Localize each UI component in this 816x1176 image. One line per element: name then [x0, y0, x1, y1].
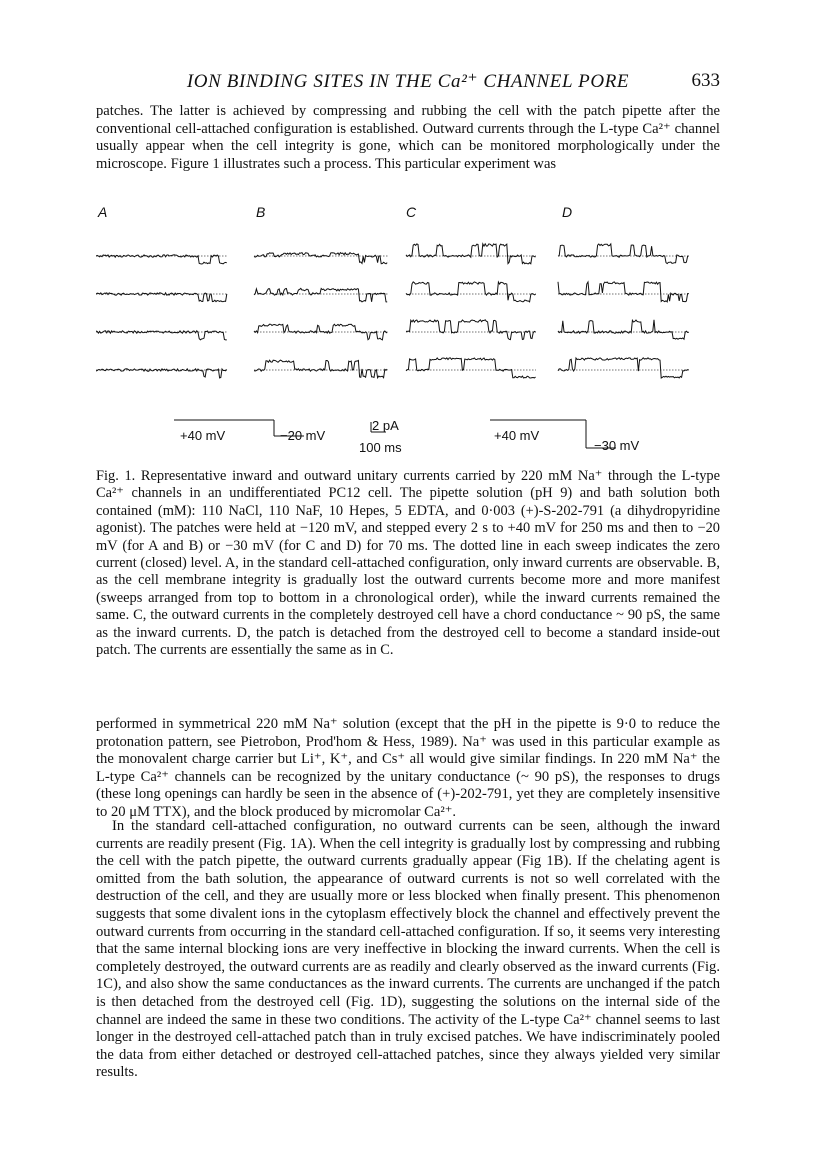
current-trace — [406, 320, 536, 340]
figure-caption — [96, 468, 720, 659]
current-trace — [558, 320, 689, 340]
current-trace — [406, 358, 536, 378]
caption-label: Fig. 1. — [96, 468, 136, 484]
current-traces — [96, 226, 720, 396]
panel-label-a: A — [98, 204, 108, 220]
current-trace — [254, 288, 387, 302]
current-trace — [558, 244, 689, 264]
stim-right-voltage-1: +40 mV — [494, 428, 540, 443]
current-trace — [254, 360, 387, 378]
stim-left-voltage-1: +40 mV — [180, 428, 226, 443]
page-number: 633 — [691, 70, 720, 91]
panel-label-d: D — [562, 204, 573, 220]
current-trace — [406, 244, 536, 264]
caption-text: Representative inward and outward unitary currents carried by 220 mM Na⁺ through the L-type Ca²⁺ channels in an undifferentiated PC12 cell. The pipette solution (pH 9) and bath solution both contained (mM): 110 NaCl, 110 NaF, 10 Hepes, 5 EDTA, and 0·003 (+)-S-202-791 (a dihydropyridine agonist). The patches were held at −120 mV, and stepped every 2 s to +40 mV for 250 ms and then to −20 mV (for A and B) or −30 mV (for C and D) for 70 ms. The dotted line in each sweep indicates the zero current (closed) level. A, in the standard cell-attached configuration, only inward currents are observable. B, as the cell membrane integrity is gradually lost the outward currents become more and more manifest (sweeps arranged from top to bottom in a chronological order), while the inward currents remained the same. C, the outward currents in the completely destroyed cell have a chord conductance ~ 90 pS, the same as the inward currents. D, the patch is detached from the destroyed cell to become a standard inside-out patch. The currents are essentially the same as in C. — [96, 468, 720, 659]
current-trace — [558, 358, 689, 378]
stim-right-voltage-2: −30 mV — [594, 438, 640, 453]
current-trace — [254, 324, 387, 340]
panel-label-b: B — [256, 204, 266, 220]
figure-1 — [96, 196, 720, 466]
scale-bar-current: 2 pA — [372, 418, 399, 433]
paragraph-third: In the standard cell-attached configuration, no outward currents can be seen, although the inward currents are readily present (Fig. 1A). When the cell integrity is gradually lost by compressing and rubbing the cell with the patch pipette, the outward currents gradually appear (Fig 1B). If the chelating agent is omitted from the bath solution, the appearance of outward currents is not so well correlated with the destruction of the cell, and they are usually more or less blocked when finally present. This phenomenon suggests that some divalent ions in the cytoplasm effectively block the channel and effectively prevent the outward currents from occurring in the standard cell-attached configuration. If so, it seems very interesting that the same internal blocking ions are very ineffective in blocking the inward currents. When the cell is completely destroyed, the outward currents are as readily and clearly observed as the inward currents (Fig. 1C), and also show the same conductances as the inward currents. The currents are unchanged if the patch is then detached from the destroyed cell (Fig. 1D), suggesting the solutions on the internal side of the channel are indeed the same in these two conditions. The activity of the L-type Ca²⁺ channel seems to last longer in the destroyed cell-attached patch than in truly excised patches. We have indiscriminately pooled the data from either detached or destroyed cell-attached patches, since they always yielded very similar results. — [96, 818, 720, 1081]
scale-bar-time: 100 ms — [359, 440, 402, 455]
current-trace — [558, 282, 689, 302]
panel-label-c: C — [406, 204, 417, 220]
stim-left-voltage-2: −20 mV — [280, 428, 326, 443]
running-title: ION BINDING SITES IN THE Ca²⁺ CHANNEL PORE — [186, 71, 630, 92]
paragraph-top: patches. The latter is achieved by compressing and rubbing the cell with the patch pipette after the conventional cell-attached configuration is established. Outward currents through the L-type Ca²⁺ channel usually appear when the cell integrity is gone, which can be monitored morphologically under the microscope. Figure 1 illustrates such a process. This particular experiment was — [96, 103, 720, 172]
paragraph-second: performed in symmetrical 220 mM Na⁺ solution (except that the pH in the pipette is 9·0 to reduce the protonation pattern, see Pietrobon, Prod'hom & Hess, 1989). Na⁺ was used in this particular example as the monovalent charge carrier but Li⁺, K⁺, and Cs⁺ all would give similar findings. In 220 mM Na⁺ the L-type Ca²⁺ channels can be recognized by the unitary conductance (~ 90 pS), the responses to drugs (these long openings can hardly be seen in the absence of (+)-202-791, yet they are completely insensitive to 20 μM TTX), and the block produced by micromolar Ca²⁺. — [96, 716, 720, 820]
current-trace — [254, 253, 387, 264]
current-trace — [406, 282, 536, 302]
